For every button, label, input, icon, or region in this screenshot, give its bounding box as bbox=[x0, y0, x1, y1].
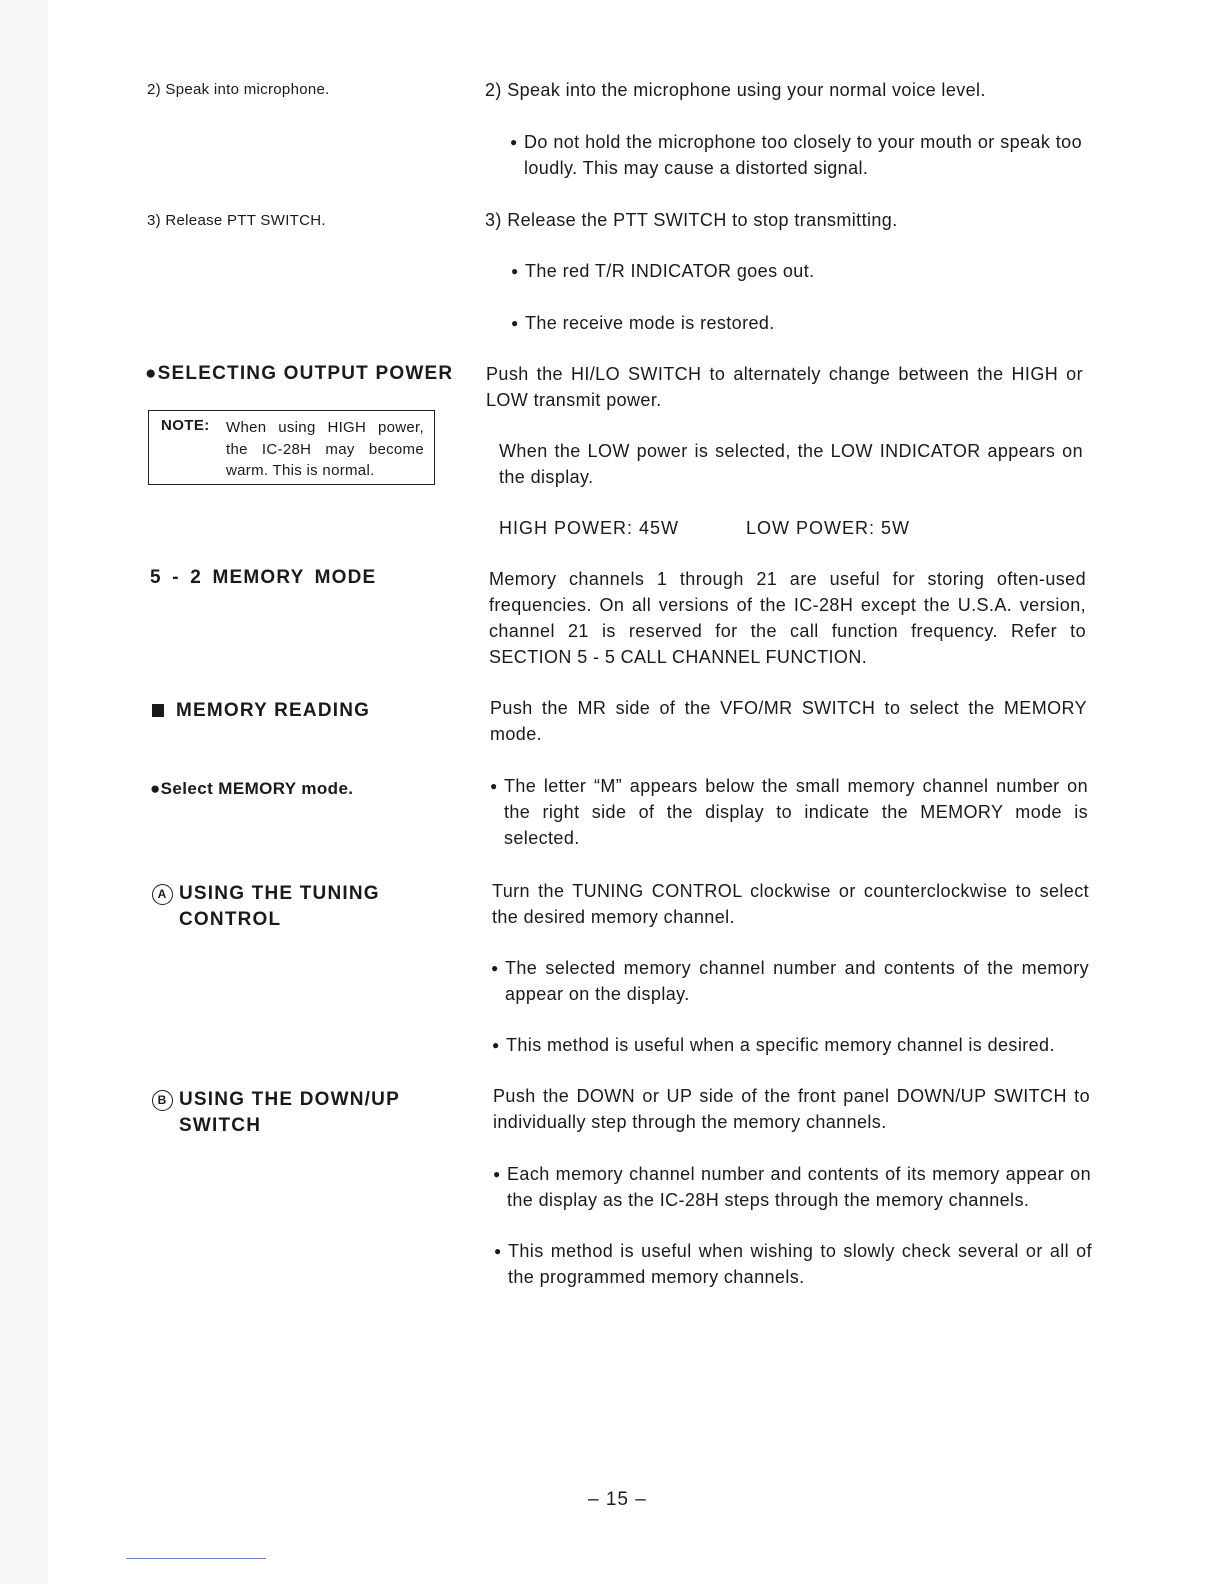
square-bullet-icon bbox=[152, 704, 164, 717]
selected-channel-text: The selected memory channel number and contents of the memory appear on the display. bbox=[505, 958, 1089, 1004]
high-power-value: HIGH POWER: 45W bbox=[499, 518, 680, 538]
memory-reading-text: Push the MR side of the VFO/MR SWITCH to select the MEMORY mode. bbox=[490, 698, 1087, 744]
circled-b-icon: B bbox=[152, 1090, 173, 1111]
memory-channels-text: Memory channels 1 through 21 are useful for storing often-used frequencies. On all versions of the IC-28H except the U.S.A. version, channel 21 is reserved for the call function frequency. Refer to SECTION 5 - 5 CALL CHANNEL FUNCTION. bbox=[489, 569, 1086, 667]
circled-a-icon: A bbox=[152, 884, 173, 905]
selecting-output-power-heading: ●SELECTING OUTPUT POWER bbox=[145, 363, 454, 384]
using-tuning-control-heading bbox=[152, 881, 380, 933]
note-label: NOTE: bbox=[161, 417, 210, 434]
bullet-dot: ● bbox=[493, 1167, 501, 1181]
distortion-warning-bullet bbox=[510, 129, 1082, 181]
release-ptt-text: 3) Release the PTT SWITCH to stop transmitting. bbox=[485, 210, 898, 230]
indicator-out-text: The red T/R INDICATOR goes out. bbox=[525, 261, 815, 281]
downup-heading-line2: SWITCH bbox=[179, 1115, 262, 1136]
bullet-dot: ● bbox=[491, 961, 499, 975]
hi-lo-switch-text: Push the HI/LO SWITCH to alternately change between the HIGH or LOW transmit power. bbox=[486, 364, 1083, 410]
each-channel-text: Each memory channel number and contents of its memory appear on the display as the IC-28H steps through the memory channels. bbox=[507, 1164, 1091, 1210]
down-up-switch-text: Push the DOWN or UP side of the front panel DOWN/UP SWITCH to individually step through the memory channels. bbox=[493, 1086, 1090, 1132]
select-memory-mode-heading: ●Select MEMORY mode. bbox=[150, 779, 354, 798]
bullet-dot: ● bbox=[511, 264, 519, 278]
downup-heading-line1: USING THE DOWN/UP bbox=[179, 1089, 400, 1110]
letter-m-text: The letter “M” appears below the small memory channel number on the right side of the display to indicate the MEMORY mode is selected. bbox=[504, 776, 1088, 848]
slowly-check-bullet bbox=[494, 1238, 1092, 1290]
distortion-warning-text: Do not hold the microphone too closely to your mouth or speak too loudly. This may cause a distorted signal. bbox=[524, 132, 1082, 178]
tuning-control-text: Turn the TUNING CONTROL clockwise or counterclockwise to select the desired memory channel. bbox=[492, 881, 1089, 927]
indicator-out-bullet bbox=[511, 258, 1080, 284]
page-number: – 15 – bbox=[588, 1489, 647, 1510]
receive-restored-text: The receive mode is restored. bbox=[525, 313, 775, 333]
left-step2-label: 2) Speak into microphone. bbox=[147, 81, 330, 98]
tuning-heading-line1: USING THE TUNING bbox=[179, 883, 380, 904]
memory-reading-label: MEMORY READING bbox=[176, 700, 371, 721]
speak-into-microphone-text: 2) Speak into the microphone using your normal voice level. bbox=[485, 80, 986, 100]
specific-channel-bullet bbox=[492, 1032, 1090, 1058]
bullet-dot: ● bbox=[511, 316, 519, 330]
low-indicator-text: When the LOW power is selected, the LOW INDICATOR appears on the display. bbox=[499, 441, 1083, 487]
selected-channel-bullet bbox=[491, 955, 1089, 1007]
bullet-dot: ● bbox=[492, 1038, 500, 1052]
specific-channel-text: This method is useful when a specific memory channel is desired. bbox=[506, 1035, 1055, 1055]
bullet-dot: ● bbox=[494, 1244, 502, 1258]
tuning-heading-line2: CONTROL bbox=[179, 909, 282, 930]
using-down-up-switch-heading bbox=[152, 1087, 400, 1139]
memory-mode-heading: 5 - 2 MEMORY MODE bbox=[150, 567, 377, 588]
note-box bbox=[148, 410, 435, 485]
scan-margin bbox=[0, 0, 48, 1584]
left-step3-label: 3) Release PTT SWITCH. bbox=[147, 212, 326, 229]
bullet-dot: ● bbox=[490, 779, 498, 793]
letter-m-bullet bbox=[490, 773, 1088, 851]
bullet-dot: ● bbox=[510, 135, 518, 149]
each-channel-bullet bbox=[493, 1161, 1091, 1213]
note-text: When using HIGH power, the IC-28H may become warm. This is normal. bbox=[226, 419, 424, 479]
footer-line bbox=[126, 1558, 266, 1559]
slowly-check-text: This method is useful when wishing to slowly check several or all of the programmed memory channels. bbox=[508, 1241, 1092, 1287]
receive-restored-bullet bbox=[511, 310, 1080, 336]
low-power-value: LOW POWER: 5W bbox=[746, 518, 911, 538]
memory-reading-heading bbox=[152, 700, 370, 722]
